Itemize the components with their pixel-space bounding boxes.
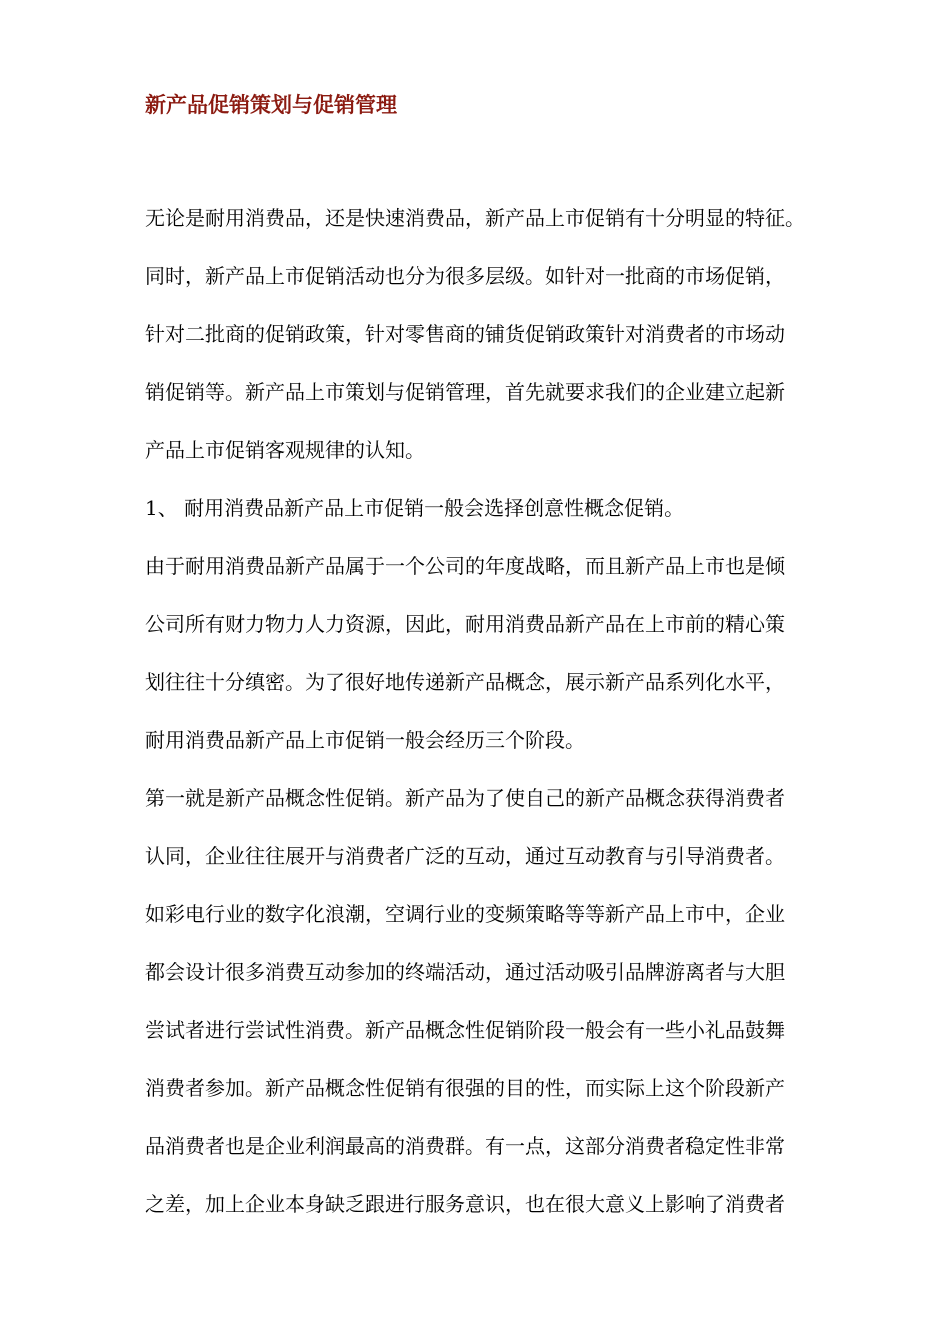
body-line: 品消费者也是企业利润最高的消费群。有一点，这部分消费者稳定性非常 [145,1134,785,1158]
body-line: 产品上市促销客观规律的认知。 [145,438,425,462]
body-line: 耐用消费品新产品上市促销一般会经历三个阶段。 [145,728,585,752]
document-body [145,203,885,1247]
body-line: 如彩电行业的数字化浪潮，空调行业的变频策略等等新产品上市中，企业 [145,902,785,926]
body-line: 之差，加上企业本身缺乏跟进行服务意识，也在很大意义上影响了消费者 [145,1192,785,1216]
body-line: 针对二批商的促销政策，针对零售商的铺货促销政策针对消费者的市场动 [145,322,785,346]
body-line: 消费者参加。新产品概念性促销有很强的目的性，而实际上这个阶段新产 [145,1076,785,1100]
body-line: 由于耐用消费品新产品属于一个公司的年度战略，而且新产品上市也是倾 [145,554,785,578]
body-line: 销促销等。新产品上市策划与促销管理，首先就要求我们的企业建立起新 [145,380,785,404]
document-title: 新产品促销策划与促销管理 [145,92,397,117]
body-line: 同时，新产品上市促销活动也分为很多层级。如针对一批商的市场促销， [145,264,785,288]
body-line: 无论是耐用消费品，还是快速消费品，新产品上市促销有十分明显的特征。 [145,206,805,230]
body-line: 都会设计很多消费互动参加的终端活动，通过活动吸引品牌游离者与大胆 [145,960,785,984]
body-line: 划往往十分缜密。为了很好地传递新产品概念，展示新产品系列化水平， [145,670,785,694]
body-line: 第一就是新产品概念性促销。新产品为了使自己的新产品概念获得消费者 [145,786,785,810]
body-line: 公司所有财力物力人力资源，因此，耐用消费品新产品在上市前的精心策 [145,612,785,636]
body-line: 尝试者进行尝试性消费。新产品概念性促销阶段一般会有一些小礼品鼓舞 [145,1018,785,1042]
numbered-heading: 1、 耐用消费品新产品上市促销一般会选择创意性概念促销。 [145,496,685,520]
body-line: 认同，企业往往展开与消费者广泛的互动，通过互动教育与引导消费者。 [145,844,785,868]
